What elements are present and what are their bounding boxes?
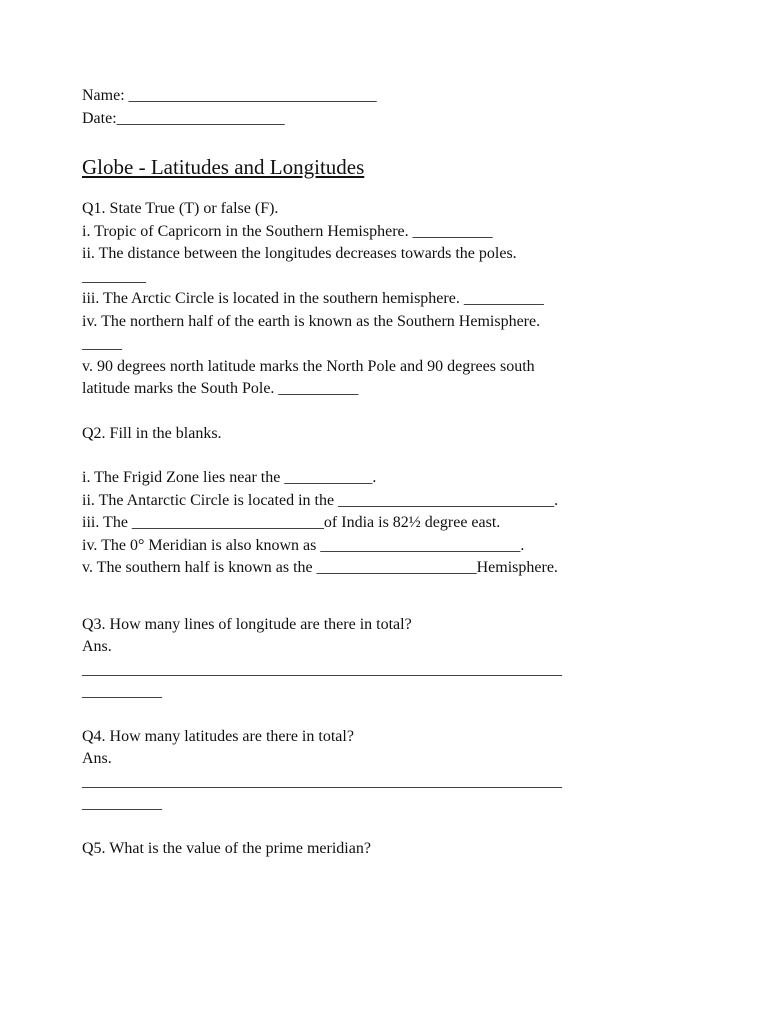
answer-line: ____________________________________________________________ [82, 660, 562, 678]
date-field: Date:_____________________ [82, 109, 285, 127]
answer-label: Ans. [82, 638, 112, 655]
name-field: Name: _______________________________ [82, 87, 377, 104]
question-5 [82, 838, 682, 861]
question-2-item: iv. The 0° Meridian is also known as _________________________. [82, 536, 525, 554]
question-1-item: latitude marks the South Pole. __________ [82, 380, 359, 397]
spacer [82, 401, 682, 423]
spacer [82, 704, 682, 726]
question-1-item-blank: ________ [82, 267, 146, 285]
question-1-item: v. 90 degrees north latitude marks the North Pole and 90 degrees south [82, 357, 535, 375]
question-1-item: i. Tropic of Capricorn in the Southern Hemisphere. __________ [82, 222, 493, 240]
question-2-item: i. The Frigid Zone lies near the ___________. [82, 469, 377, 486]
answer-line: ____________________________________________________________ [82, 772, 562, 790]
spacer [82, 580, 682, 614]
question-2-item: v. The southern half is known as the ____________________Hemisphere. [82, 559, 558, 576]
question-2-heading: Q2. Fill in the blanks. [82, 424, 222, 442]
question-4 [82, 726, 682, 816]
spacer [82, 816, 682, 838]
question-2-item: iii. The ________________________of India is 82½ degree east. [82, 514, 501, 531]
spacer [82, 445, 682, 467]
question-1 [82, 198, 682, 401]
question-1-item: iii. The Arctic Circle is located in the southern hemisphere. __________ [82, 290, 544, 307]
question-2 [82, 423, 682, 580]
answer-line: __________ [82, 683, 162, 700]
question-2-item: ii. The Antarctic Circle is located in the ___________________________. [82, 491, 559, 509]
question-3-heading: Q3. How many lines of longitude are there in total? [82, 615, 412, 633]
worksheet-content [82, 85, 682, 860]
question-1-item: iv. The northern half of the earth is known as the Southern Hemisphere. [82, 312, 541, 330]
question-1-heading: Q1. State True (T) or false (F). [82, 200, 279, 217]
question-1-item: ii. The distance between the longitudes decreases towards the poles. [82, 245, 517, 262]
worksheet-title: Globe - Latitudes and Longitudes [82, 155, 365, 179]
question-3 [82, 614, 682, 704]
answer-label: Ans. [82, 750, 112, 767]
question-4-heading: Q4. How many latitudes are there in total? [82, 727, 354, 745]
answer-line: __________ [82, 795, 162, 812]
question-5-heading: Q5. What is the value of the prime meridian? [82, 839, 371, 857]
question-1-item-blank: _____ [82, 335, 122, 352]
